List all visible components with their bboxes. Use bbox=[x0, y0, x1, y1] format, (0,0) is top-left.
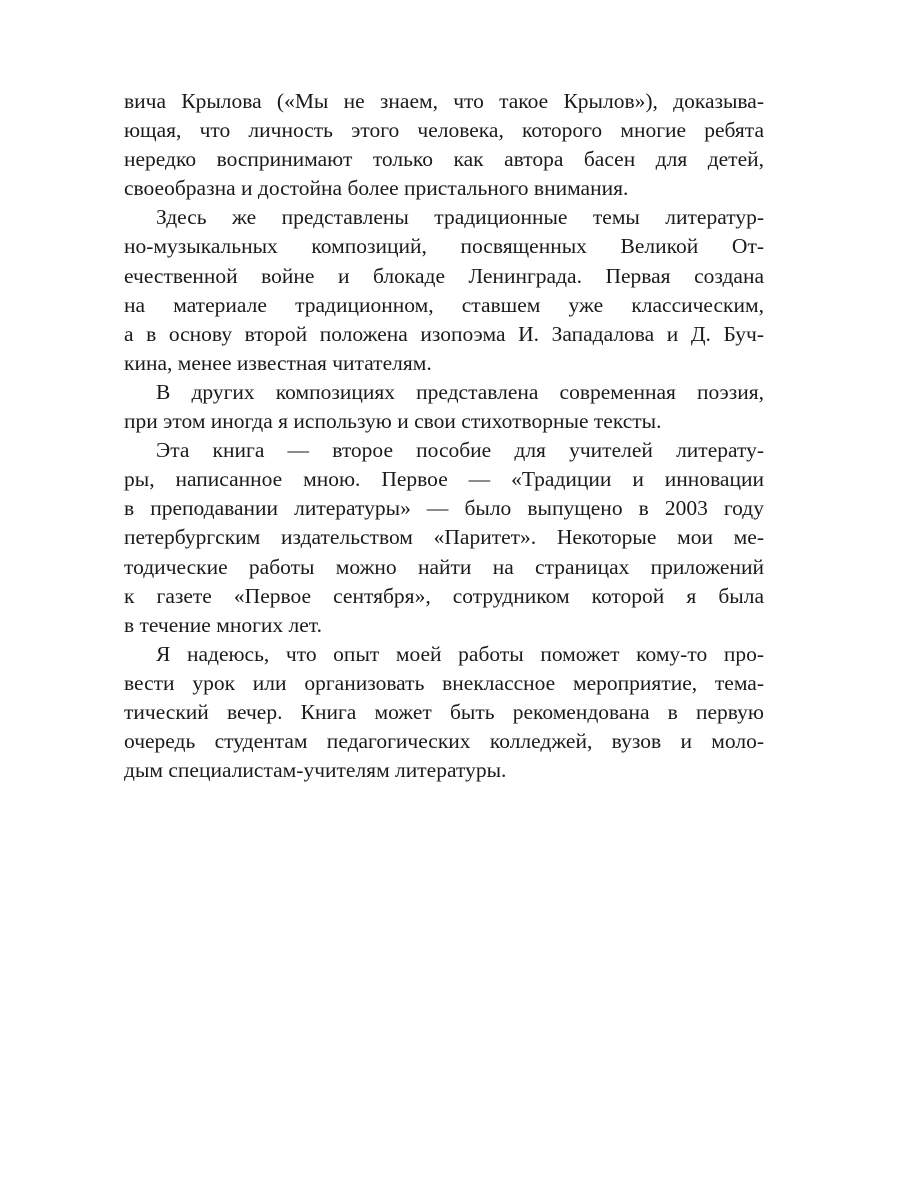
paragraph-2 bbox=[124, 203, 764, 378]
text-line: в течение многих лет. bbox=[124, 612, 322, 637]
text-line: ры, написанное мною. Первое — «Традиции и инновации bbox=[124, 467, 764, 492]
text-line: своеобразна и достойна более пристального внимания. bbox=[124, 176, 629, 201]
paragraph-4 bbox=[124, 436, 764, 640]
text-line: нередко воспринимают только как автора басен для детей, bbox=[124, 147, 764, 172]
paragraph-1 bbox=[124, 87, 764, 203]
text-line: петербургским издательством «Паритет». Некоторые мои ме- bbox=[124, 525, 764, 550]
text-line: кина, менее известная читателям. bbox=[124, 350, 432, 375]
text-line: на материале традиционном, ставшем уже классическим, bbox=[124, 292, 764, 317]
text-line: Здесь же представлены традиционные темы литератур- bbox=[156, 205, 764, 230]
paragraph-5 bbox=[124, 640, 764, 785]
text-line: в преподавании литературы» — было выпущено в 2003 году bbox=[124, 496, 764, 521]
text-line: вича Крылова («Мы не знаем, что такое Крылов»), доказыва- bbox=[124, 89, 764, 113]
text-line: к газете «Первое сентября», сотрудником которой я была bbox=[124, 583, 764, 608]
text-line: дым специалистам-учителям литературы. bbox=[124, 758, 507, 783]
text-line: при этом иногда я использую и свои стихотворные тексты. bbox=[124, 409, 662, 434]
text-line: но-музыкальных композиций, посвященных Великой От- bbox=[124, 234, 764, 259]
text-line: Я надеюсь, что опыт моей работы поможет кому-то про- bbox=[156, 641, 764, 666]
text-line: ечественной войне и блокаде Ленинграда. Первая создана bbox=[124, 263, 764, 288]
text-line: очередь студентам педагогических колледжей, вузов и моло- bbox=[124, 729, 764, 754]
text-line: тодические работы можно найти на страницах приложений bbox=[124, 554, 764, 579]
body-text bbox=[124, 87, 764, 785]
text-line: Эта книга — второе пособие для учителей литерату- bbox=[156, 438, 764, 463]
text-line: тический вечер. Книга может быть рекомендована в первую bbox=[124, 699, 764, 724]
text-line: вести урок или организовать внеклассное мероприятие, тема- bbox=[124, 670, 764, 695]
text-line: ющая, что личность этого человека, которого многие ребята bbox=[124, 118, 764, 143]
text-line: а в основу второй положена изопоэма И. Западалова и Д. Буч- bbox=[124, 321, 764, 346]
text-line: В других композициях представлена современная поэзия, bbox=[156, 379, 764, 404]
paragraph-3 bbox=[124, 378, 764, 436]
